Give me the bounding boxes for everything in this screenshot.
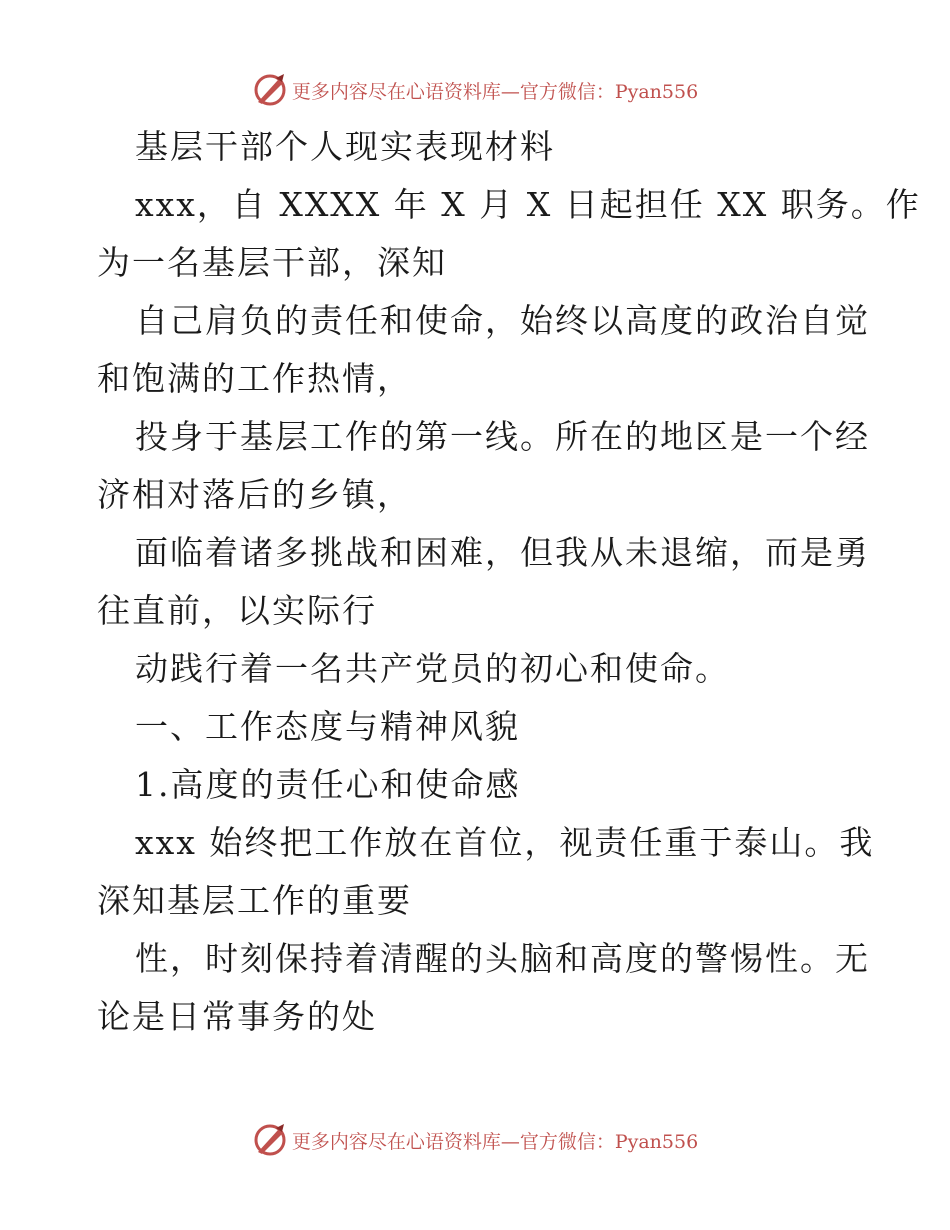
paragraph-line: 动践行着一名共产党员的初心和使命。 xyxy=(135,649,730,688)
paragraph-line: 面临着诸多挑战和困难，但我从未退缩，而是勇 xyxy=(135,533,870,572)
watermark-text xyxy=(292,77,698,104)
quill-logo-icon xyxy=(252,1122,288,1158)
watermark-wechat: Pyan556 xyxy=(614,80,699,103)
paragraph-line: 性，时刻保持着清醒的头脑和高度的警惕性。无 xyxy=(135,939,870,978)
paragraph-line: 往直前，以实际行 xyxy=(97,591,377,630)
watermark-wechat: Pyan556 xyxy=(614,1130,699,1153)
footer-watermark xyxy=(0,1120,950,1160)
paragraph-line: 论是日常事务的处 xyxy=(97,997,377,1036)
quill-logo-icon xyxy=(252,72,288,108)
document-body xyxy=(97,118,921,1046)
watermark-label: 更多内容尽在心语资料库—官方微信： xyxy=(291,80,615,103)
watermark-text xyxy=(292,1127,698,1154)
paragraph-line: 和饱满的工作热情， xyxy=(97,359,412,398)
watermark-label: 更多内容尽在心语资料库—官方微信： xyxy=(291,1130,615,1153)
paragraph-line: xxx，自 XXXX 年 X 月 X 日起担任 XX 职务。作 xyxy=(135,185,921,224)
paragraph-line: xxx 始终把工作放在首位，视责任重于泰山。我 xyxy=(135,823,875,862)
paragraph-line: 1.高度的责任心和使命感 xyxy=(135,765,521,804)
paragraph-line: 为一名基层干部，深知 xyxy=(97,243,447,282)
paragraph-line: 基层干部个人现实表现材料 xyxy=(135,127,555,166)
paragraph-line: 一、工作态度与精神风貌 xyxy=(135,707,520,746)
header-watermark xyxy=(0,70,950,110)
paragraph-line: 济相对落后的乡镇， xyxy=(97,475,412,514)
paragraph-line: 深知基层工作的重要 xyxy=(97,881,412,920)
paragraph-line: 投身于基层工作的第一线。所在的地区是一个经 xyxy=(135,417,870,456)
paragraph-line: 自己肩负的责任和使命，始终以高度的政治自觉 xyxy=(135,301,870,340)
